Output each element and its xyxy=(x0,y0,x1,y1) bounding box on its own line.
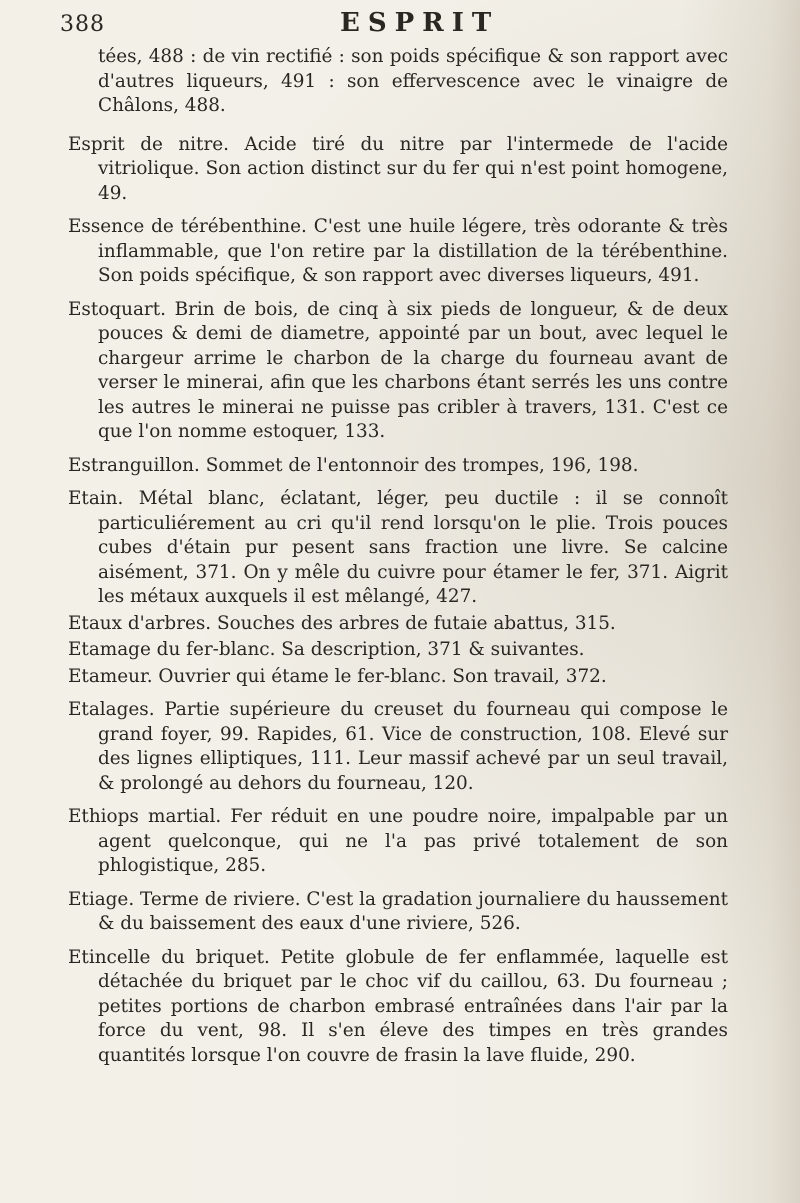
glossary-entry-etamage: Etamage du fer-blanc. Sa description, 371 & suivantes. xyxy=(68,639,585,660)
glossary-entry-ethiops-martial: Ethiops martial. Fer réduit en une poudre noire, impalpable par un agent quelconque, qui ne l'a pas privé totalement de son phlogistique, 285. xyxy=(68,806,728,876)
glossary-entry-etain: Etain. Métal blanc, éclatant, léger, peu ductile : il se connoît particuliérement au cri qu'il rend lorsqu'on le plie. Trois pouces cubes d'étain pur pesent sans fraction une livre. Se calcine aisément, 371. On y mêle du cuivre pour étamer le fer, 371. Aigrit les métaux auxquels il est mêlangé, 427. xyxy=(68,488,728,607)
glossary-text xyxy=(68,45,728,1077)
glossary-entry-essence-de-terebenthine: Essence de térébenthine. C'est une huile légere, très odorante & très inflammable, que l'on retire par la distillation de la térébenthine. Son poids spécifique, & son rapport avec diverses liqueurs, 491. xyxy=(68,216,728,286)
glossary-entry-etalages: Etalages. Partie supérieure du creuset du fourneau qui compose le grand foyer, 99. Rapides, 61. Vice de construction, 108. Elevé sur des lignes elliptiques, 111. Leur massif achevé par un seul travail, & prolongé au dehors du fourneau, 120. xyxy=(68,699,728,794)
glossary-entry-esprit-de-nitre: Esprit de nitre. Acide tiré du nitre par l'intermede de l'acide vitriolique. Son action distinct sur du fer qui n'est point homogene, 49. xyxy=(68,133,728,204)
glossary-entry-etameur: Etameur. Ouvrier qui étame le fer-blanc. Son travail, 372. xyxy=(68,665,607,687)
glossary-entry-estoquart: Estoquart. Brin de bois, de cinq à six pieds de longueur, & de deux pouces & demi de diametre, appointé par un bout, avec lequel le chargeur arrime le charbon de la charge du fourneau avant de verser le minerai, afin que les charbons étant serrés les uns contre les autres le minerai ne puisse pas cribler à travers, 131. C'est ce que l'on nomme estoquer, 133. xyxy=(68,298,728,442)
glossary-entry-etincelle-du-briquet: Etincelle du briquet. Petite globule de fer enflammée, laquelle est détachée du briquet par le choc vif du caillou, 63. Du fourneau ; petites portions de charbon embrasé entraînées dans l'air par la force du vent, 98. Il s'en éleve des timpes en très grandes quantités lorsque l'on couvre de frasin la lave fluide, 290. xyxy=(68,946,728,1066)
glossary-entry-continued: tées, 488 : de vin rectifié : son poids spécifique & son rapport avec d'autres liqueurs, 491 : son effervescence avec le vinaigre de Châlons, 488. xyxy=(98,46,728,116)
page-header xyxy=(60,8,740,48)
glossary-entry-etiage: Etiage. Terme de riviere. C'est la gradation journaliere du haussement & du baissement des eaux d'une riviere, 526. xyxy=(68,888,728,934)
glossary-entry-etaux-darbres: Etaux d'arbres. Souches des arbres de futaie abattus, 315. xyxy=(68,612,616,634)
running-title: ESPRIT xyxy=(340,8,500,38)
glossary-entry-estranguillon: Estranguillon. Sommet de l'entonnoir des trompes, 196, 198. xyxy=(68,454,639,476)
page-number: 388 xyxy=(60,12,105,37)
